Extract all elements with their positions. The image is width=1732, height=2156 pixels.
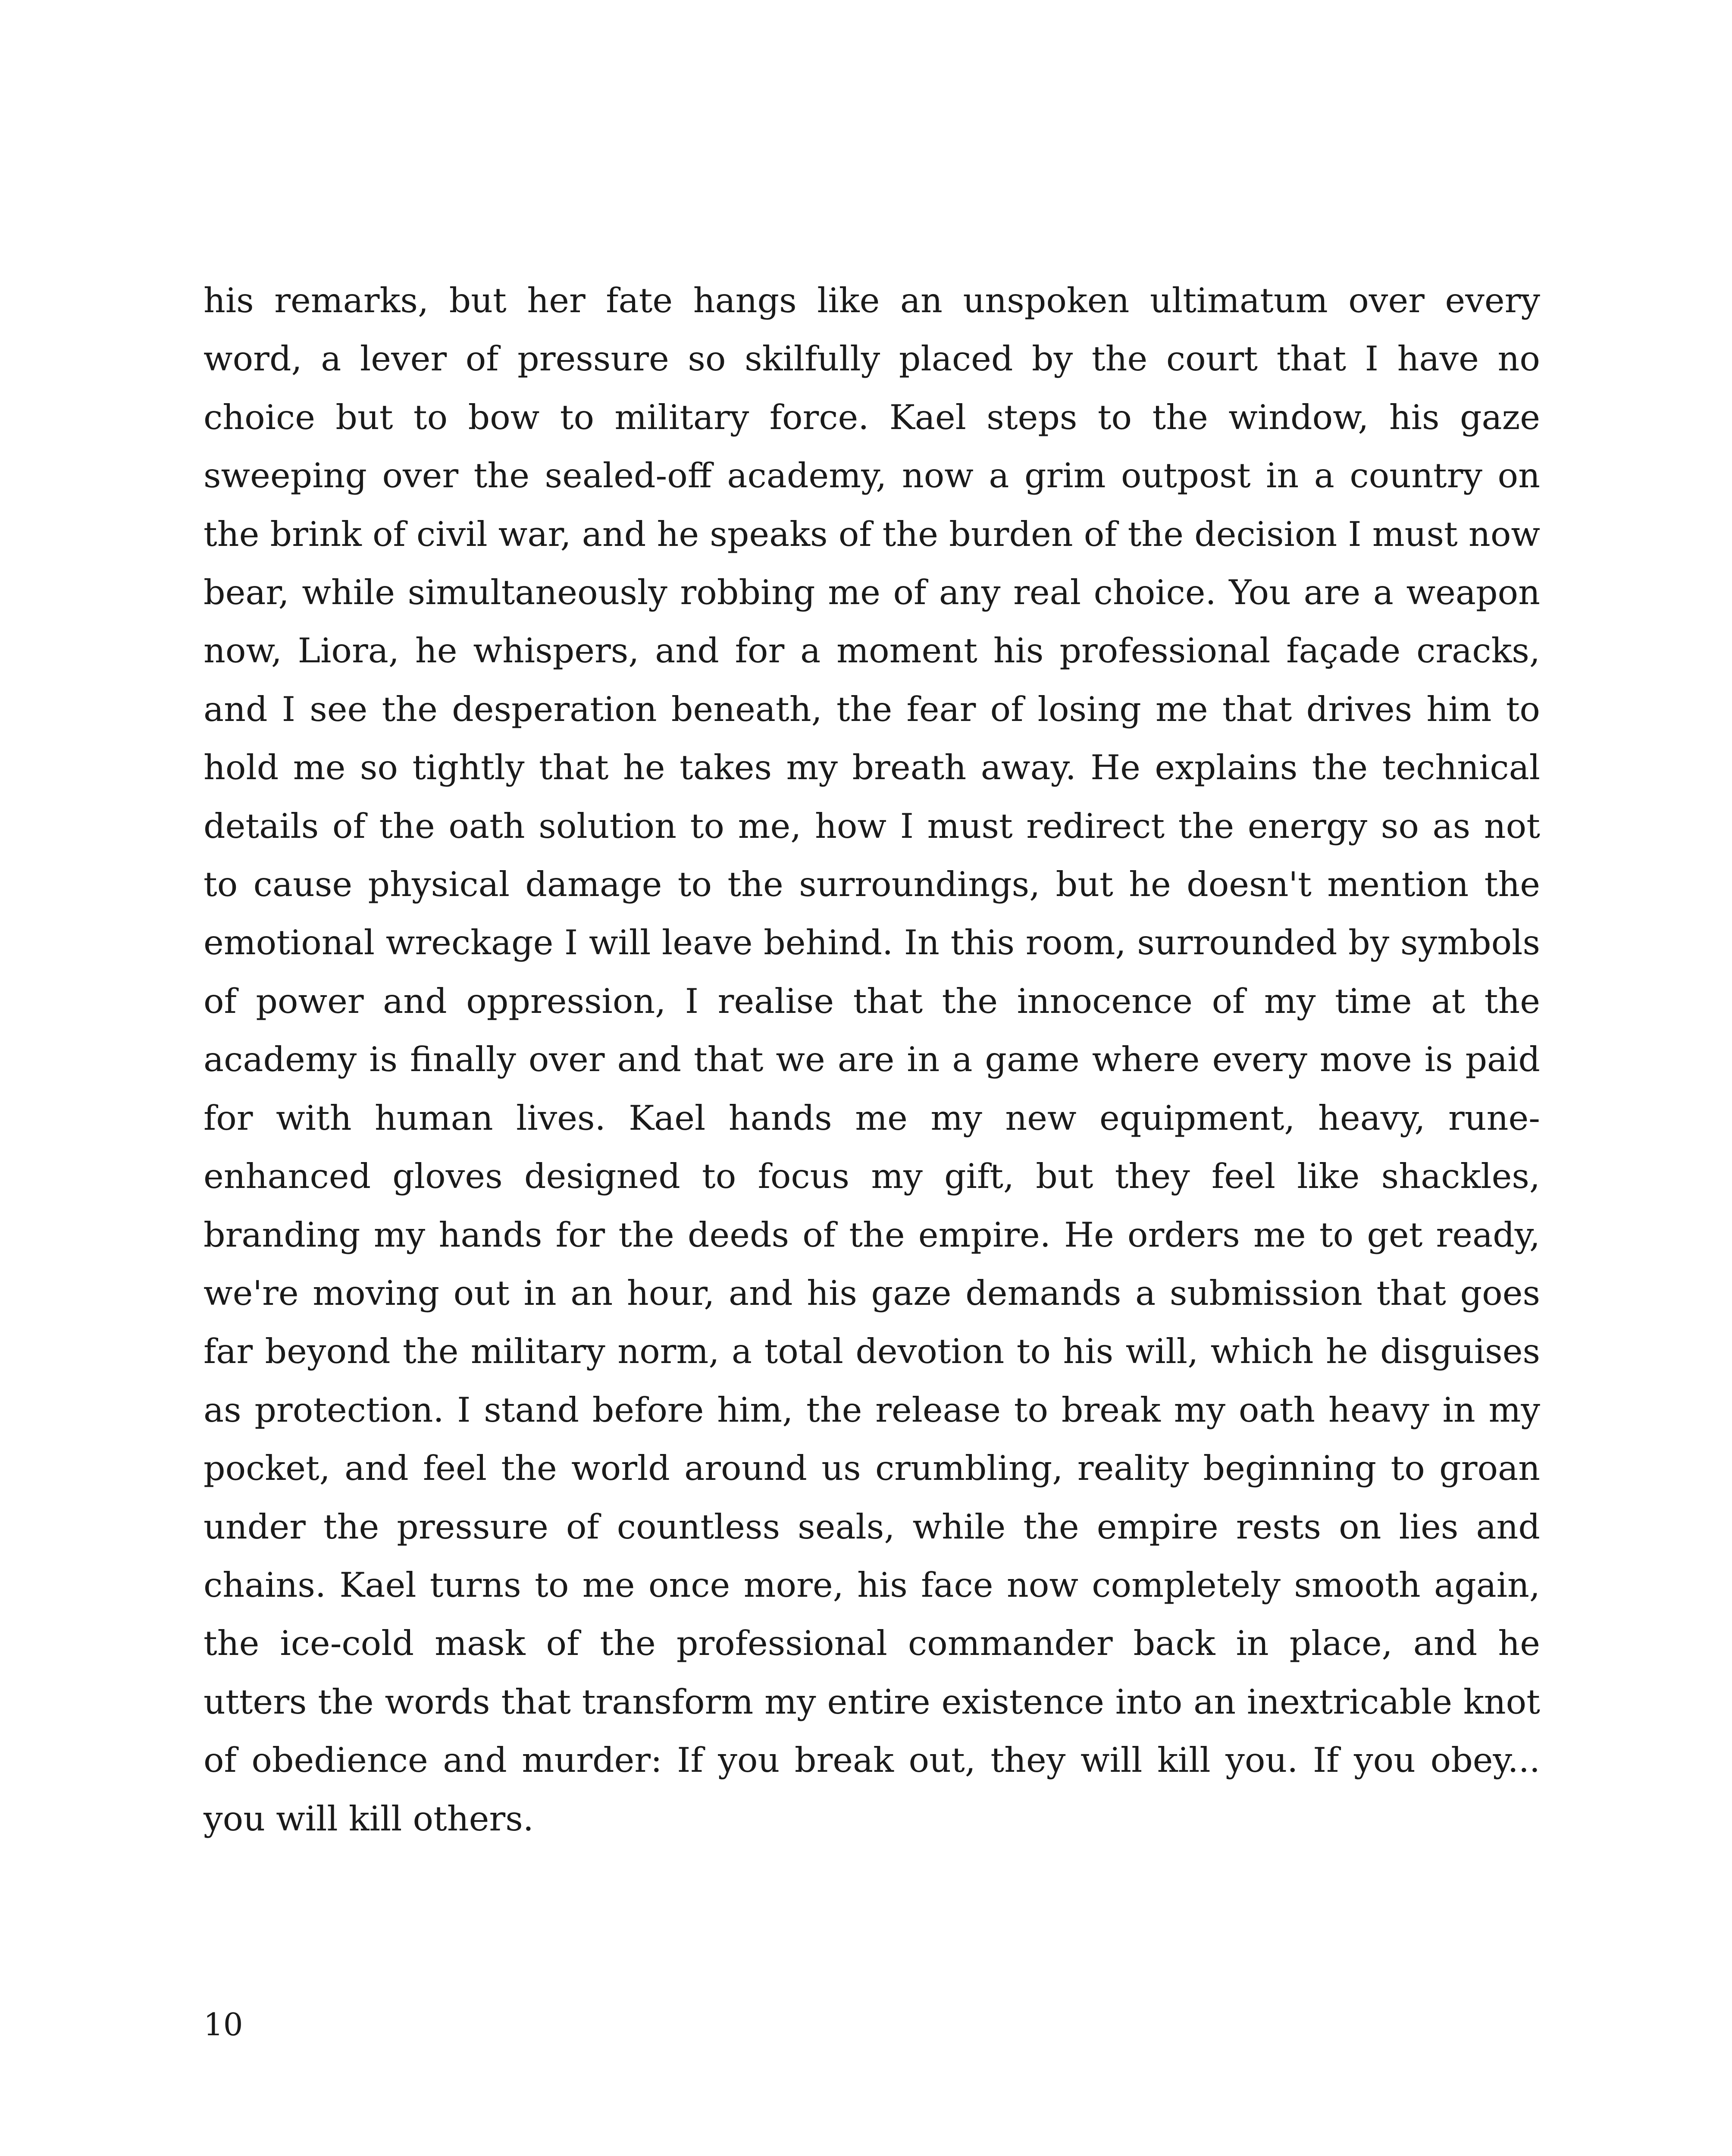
page-number: 10 [204, 2006, 243, 2043]
body-text [204, 272, 1540, 1848]
paragraph: his remarks, but her fate hangs like an unspoken ultimatum over every word, a lever of pressure so skilfully placed by the court that I have no choice but to bow to military force. Kael steps to the window, his gaze sweeping over the sealed-off academy, now a grim outpost in a country on the brink of civil war, and he speaks of the burden of the decision I must now bear, while simultaneously robbing me of any real choice. You are a weapon now, Liora, he whispers, and for a moment his professional façade cracks, and I see the desperation beneath, the fear of losing me that drives him to hold me so tightly that he takes my breath away. He explains the technical details of the oath solution to me, how I must redirect the energy so as not to cause physical damage to the surroundings, but he doesn't mention the emotional wreckage I will leave behind. In this room, surrounded by symbols of power and oppression, I realise that the innocence of my time at the academy is finally over and that we are in a game where every move is paid for with human lives. Kael hands me my new equipment, heavy, rune-enhanced gloves designed to focus my gift, but they feel like shackles, branding my hands for the deeds of the empire. He orders me to get ready, we're moving out in an hour, and his gaze demands a submission that goes far beyond the military norm, a total devotion to his will, which he disguises as protection. I stand before him, the release to break my oath heavy in my pocket, and feel the world around us crumbling, reality beginning to groan under the pressure of countless seals, while the empire rests on lies and chains. Kael turns to me once more, his face now completely smooth again, the ice-cold mask of the professional commander back in place, and he utters the words that transform my entire existence into an inextricable knot of obedience and murder: If you break out, they will kill you. If you obey... you will kill others. [204, 281, 1540, 1839]
